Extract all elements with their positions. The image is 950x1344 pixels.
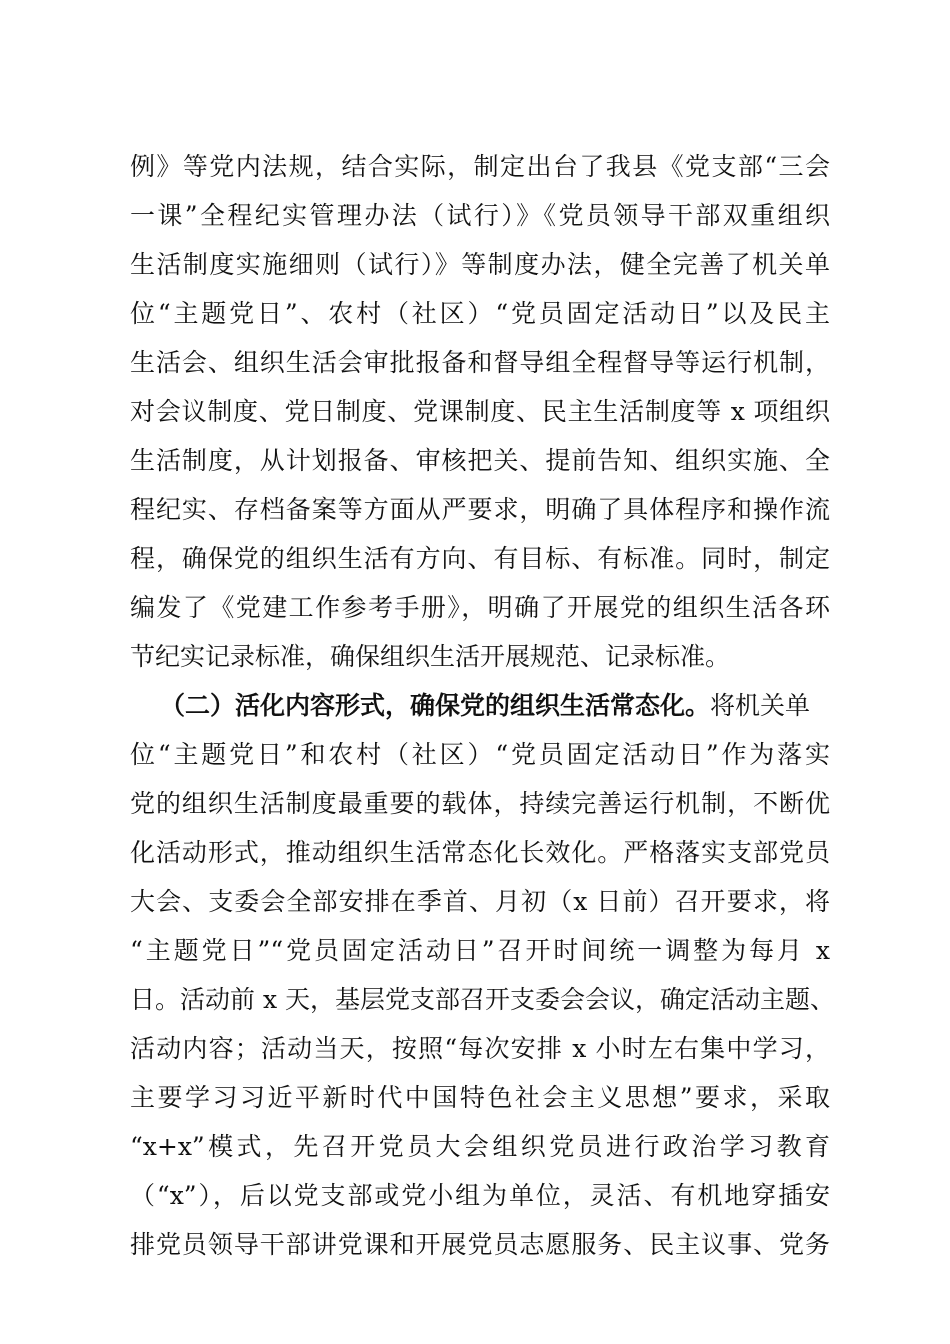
text-line: 生活制度实施细则（试行）》等制度办法，健全完善了机关单 (130, 250, 830, 279)
text-line: 生活制度，从计划报备、审核把关、提前告知、组织实施、全 (130, 446, 830, 475)
text-line: 程纪实、存档备案等方面从严要求，明确了具体程序和操作流 (130, 495, 830, 524)
text-line: 节纪实记录标准，确保组织生活开展规范、记录标准。 (130, 642, 731, 671)
text-line: 生活会、组织生活会审批报备和督导组全程督导等运行机制， (130, 348, 830, 377)
text-line: 例》等党内法规，结合实际，制定出台了我县《党支部“三会 (130, 152, 830, 181)
text-line: 化活动形式，推动组织生活常态化长效化。严格落实支部党员 (130, 838, 830, 867)
text-line: 对会议制度、党日制度、党课制度、民主生活制度等 x 项组织 (130, 397, 830, 426)
text-line: （“x”），后以党支部或党小组为单位，灵活、有机地穿插安 (130, 1181, 830, 1210)
section-heading-line (130, 681, 830, 730)
section-heading: （二）活化内容形式，确保党的组织生活常态化。 (160, 691, 711, 720)
text-line: “x+x”模式，先召开党员大会组织党员进行政治学习教育 (130, 1132, 830, 1161)
text-line: 一课”全程纪实管理办法（试行）》《党员领导干部双重组织 (130, 201, 830, 230)
text-line: 编发了《党建工作参考手册》，明确了开展党的组织生活各环 (130, 593, 830, 622)
text-line: 排党员领导干部讲党课和开展党员志愿服务、民主议事、党务 (130, 1230, 830, 1259)
text-line: 日。活动前 x 天，基层党支部召开支委会会议，确定活动主题、 (130, 985, 835, 1014)
text-line: 位“主题党日”和农村（社区）“党员固定活动日”作为落实 (130, 740, 830, 769)
text-line: 位“主题党日”、农村（社区）“党员固定活动日”以及民主 (130, 299, 830, 328)
text-line: 党的组织生活制度最重要的载体，持续完善运行机制，不断优 (130, 789, 830, 818)
text-line: 大会、支委会全部安排在季首、月初（x 日前）召开要求，将 (130, 887, 830, 916)
text-line: 活动内容；活动当天，按照“每次安排 x 小时左右集中学习， (130, 1034, 830, 1063)
text-line: “主题党日”“党员固定活动日”召开时间统一调整为每月 x (130, 936, 830, 965)
text-line: 程，确保党的组织生活有方向、有目标、有标准。同时，制定 (130, 544, 830, 573)
text-run: 将机关单 (710, 691, 811, 720)
body-text (130, 142, 835, 1269)
text-line: 主要学习习近平新时代中国特色社会主义思想”要求，采取 (130, 1083, 830, 1112)
